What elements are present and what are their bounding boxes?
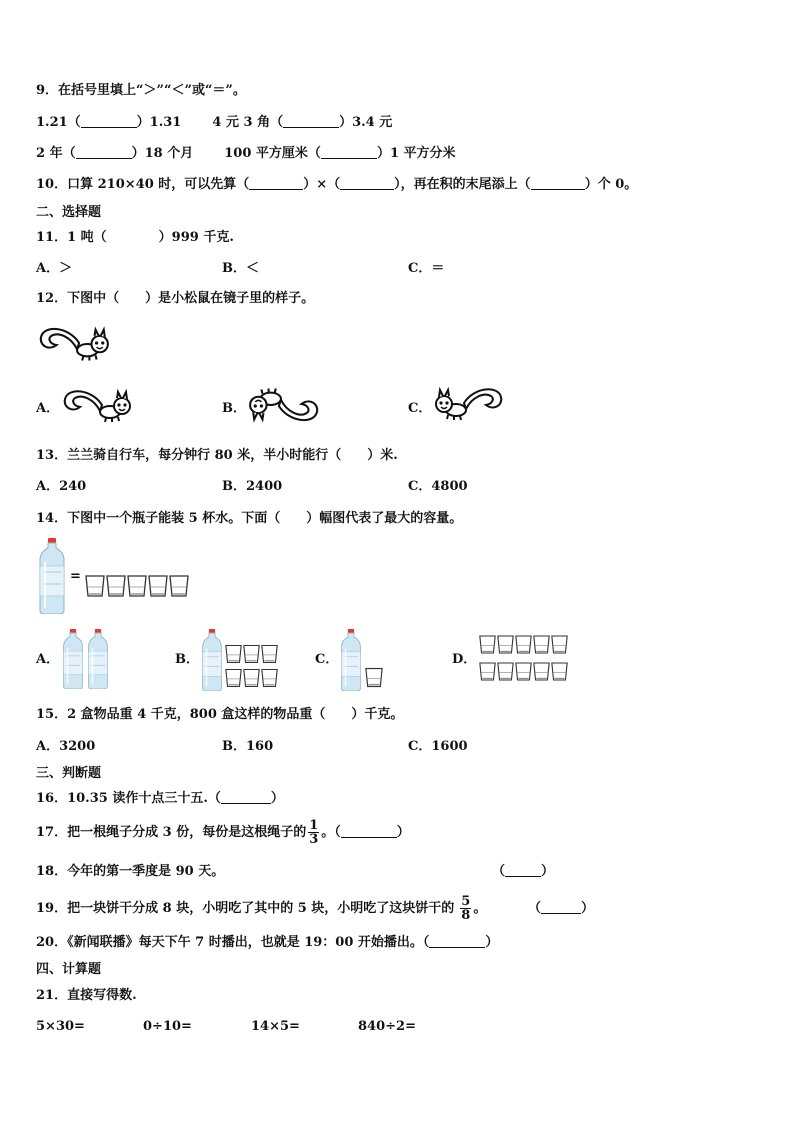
q15-option-b[interactable]: B．160	[222, 739, 274, 754]
q14-option-a[interactable]: A．	[36, 652, 60, 667]
q18-paren-right: ）	[541, 864, 555, 879]
q11-stem: 11．1 吨（ ）999 千克.	[36, 230, 234, 245]
q21-stem: 21．直接写得数.	[36, 988, 137, 1003]
glass-icon	[551, 634, 568, 655]
bottle-reference-icon	[38, 538, 66, 614]
glass-icon	[497, 634, 514, 655]
q16	[36, 790, 284, 808]
q19-text: 19．把一块饼干分成 8 块，小明吃了其中的 5 块，小明吃了这块饼干的	[36, 901, 455, 916]
glass-icon	[85, 574, 105, 598]
q15-option-c[interactable]: C．1600	[408, 739, 468, 754]
q13-option-a[interactable]: A．240	[36, 479, 87, 494]
glass-icon	[551, 661, 568, 682]
q10-p1: 10．口算 210×40 时，可以先算（	[36, 177, 250, 192]
q9-1b-blank[interactable]	[283, 114, 339, 128]
q14-option-d[interactable]: D．	[452, 652, 477, 667]
glass-icon	[127, 574, 147, 598]
q17-fraction	[308, 819, 319, 846]
q9-row1	[36, 114, 392, 132]
glass-icon	[261, 668, 278, 688]
q18-blank[interactable]	[505, 863, 541, 877]
section-calc-heading: 四、计算题	[36, 962, 102, 977]
q17-num: 1	[309, 818, 319, 833]
q9-1a-right: ）1.31	[136, 115, 182, 130]
q18-paren-left: （	[492, 864, 506, 879]
q9-2b-blank[interactable]	[321, 145, 377, 159]
glass-icon	[479, 634, 496, 655]
q17-tail: 。（	[321, 825, 341, 840]
glass-icon	[225, 644, 242, 664]
q9-1b-right: ）3.4 元	[339, 115, 393, 130]
q20-blank[interactable]	[429, 934, 485, 948]
q10	[36, 176, 637, 194]
q20	[36, 934, 498, 952]
q11-option-b[interactable]: B．＜	[222, 261, 259, 276]
q17	[36, 818, 410, 848]
glass-icon	[515, 661, 532, 682]
q20-end: ）	[485, 935, 499, 950]
q14-option-c[interactable]: C．	[315, 652, 339, 667]
glass-icon	[479, 661, 496, 682]
q12-option-a[interactable]: A．	[36, 401, 60, 416]
q10-p2: ）×（	[303, 177, 341, 192]
glass-icon	[243, 644, 260, 664]
q21-item-4[interactable]: 840÷2=	[358, 1019, 416, 1034]
q15-stem: 15．2 盒物品重 4 千克，800 盒这样的物品重（ ）千克。	[36, 707, 404, 722]
q19-tail: 。	[473, 901, 487, 916]
squirrel-original-icon	[38, 324, 112, 362]
q21-item-1[interactable]: 5×30=	[36, 1019, 85, 1034]
bottle-icon	[201, 629, 223, 691]
glass-icon	[169, 574, 189, 598]
q13-option-b[interactable]: B．2400	[222, 479, 283, 494]
q16-text: 16．10.35 读作十点三十五.（	[36, 791, 221, 806]
q9-stem: 9．在括号里填上“＞”“＜”或“＝”。	[36, 83, 246, 98]
q19-num: 5	[461, 894, 471, 909]
section-judge-heading: 三、判断题	[36, 766, 102, 781]
glass-icon	[148, 574, 168, 598]
q17-end: ）	[396, 825, 410, 840]
q19	[36, 894, 486, 924]
q21-item-3[interactable]: 14×5=	[251, 1019, 300, 1034]
q19-fraction	[460, 895, 471, 922]
glass-icon	[533, 634, 550, 655]
glass-icon	[106, 574, 126, 598]
q9-2b-right: ）1 平方分米	[376, 146, 456, 161]
q10-p3: ），再在积的末尾添上（	[394, 177, 531, 192]
q9-2b-left: 100 平方厘米（	[224, 146, 321, 161]
q10-blank-1[interactable]	[249, 176, 303, 190]
q16-blank[interactable]	[221, 790, 271, 804]
q10-blank-3[interactable]	[531, 176, 585, 190]
squirrel-option-c-icon[interactable]	[432, 385, 504, 421]
q20-text: 20．《新闻联播》每天下午 7 时播出，也就是 19：00 开始播出。（	[36, 935, 430, 950]
glass-icon	[243, 668, 260, 688]
q19-paren-right: ）	[581, 901, 595, 916]
q12-option-c[interactable]: C．	[408, 401, 432, 416]
glass-icon	[497, 661, 514, 682]
q9-1a-left: 1.21（	[36, 115, 81, 130]
bottle-icon	[340, 629, 362, 691]
q9-2a-blank[interactable]	[76, 145, 132, 159]
q17-blank[interactable]	[341, 824, 397, 838]
q9-row2	[36, 145, 456, 163]
q14-equals: =	[70, 569, 81, 584]
q19-answer	[528, 900, 594, 918]
glass-icon	[533, 661, 550, 682]
section-choice-heading: 二、选择题	[36, 205, 102, 220]
q12-stem: 12．下图中（ ）是小松鼠在镜子里的样子。	[36, 291, 315, 306]
q19-paren-left: （	[528, 901, 542, 916]
q18-text: 18．今年的第一季度是 90 天。	[36, 864, 225, 879]
q14-option-b[interactable]: B．	[175, 652, 199, 667]
glass-icon	[515, 634, 532, 655]
squirrel-option-b-icon[interactable]	[246, 387, 320, 425]
squirrel-option-a-icon[interactable]	[62, 387, 134, 423]
q12-option-b[interactable]: B．	[222, 401, 246, 416]
q11-option-c[interactable]: C．＝	[408, 261, 445, 276]
q9-1a-blank[interactable]	[81, 114, 137, 128]
bottle-icon	[62, 629, 84, 689]
q13-stem: 13．兰兰骑自行车，每分钟行 80 米，半小时能行（ ）米.	[36, 448, 398, 463]
q17-den: 3	[309, 832, 319, 847]
q11-option-a[interactable]: A．＞	[36, 261, 73, 276]
q9-1b-left: 4 元 3 角（	[212, 115, 284, 130]
q9-2a-left: 2 年（	[36, 146, 76, 161]
q21-item-2[interactable]: 0÷10=	[143, 1019, 192, 1034]
q19-blank[interactable]	[541, 900, 581, 914]
q10-blank-2[interactable]	[340, 176, 394, 190]
glass-icon	[365, 667, 383, 688]
bottle-icon	[87, 629, 109, 689]
q10-p4: ）个 0。	[584, 177, 638, 192]
q18-answer	[492, 863, 554, 881]
q15-option-a[interactable]: A．3200	[36, 739, 96, 754]
q9-2a-right: ）18 个月	[131, 146, 194, 161]
glass-icon	[225, 668, 242, 688]
q19-den: 8	[461, 908, 471, 923]
glass-icon	[261, 644, 278, 664]
q13-option-c[interactable]: C．4800	[408, 479, 468, 494]
q17-text: 17．把一根绳子分成 3 份，每份是这根绳子的	[36, 825, 307, 840]
q16-end: ）	[270, 791, 284, 806]
q14-stem: 14．下图中一个瓶子能装 5 杯水。下面（ ）幅图代表了最大的容量。	[36, 511, 463, 526]
